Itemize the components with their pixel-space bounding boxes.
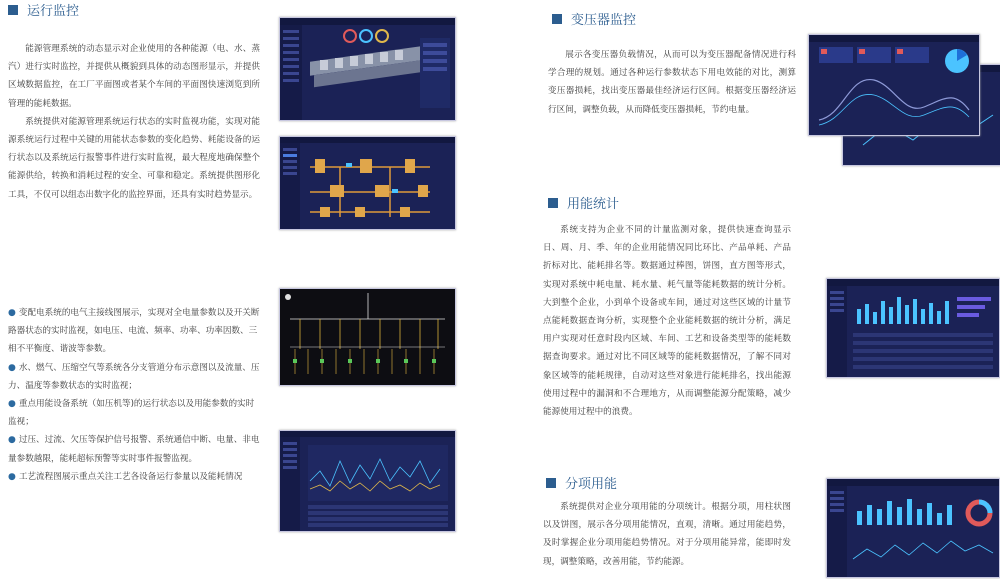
yongneng-paragraph: 系统支持为企业不同的计量监测对象，提供快速查询显示日、周、月、季、年的企业用能情况同比环比、产品单耗、产品折标对比、能耗排名等。数据通过棒图，饼图，直方图等形式，实现对系统中耗电量、耗水量、耗气量等能耗数据的统计分析。大到整个企业，小到单个设备或车间，通过对这些区域的计量节点能耗数据查询分析，实现整个企业能耗数据的统计分析，满足用户实现对任意时段内区域、车间、工艺和设备类型等的能耗数据查询要求。通过对比不同区域等的能耗数据情况，了解不同对象区域等的能耗规律，自动对这些对象进行能耗排名，找出能源使用过程中的漏洞和不合理地方，从而调整能源分配策略，减少能源使用过程中的浪费。 <box>543 225 791 418</box>
bullet-dot-icon: ● <box>8 362 16 373</box>
screenshot-single-line-diagram <box>279 288 456 386</box>
section-title-text: 运行监控 <box>27 4 80 19</box>
bullet-item: ● 水、燃气、压缩空气等系统各分支管道分布示意图以及流量、压力、温度等参数状态的实时监视； <box>8 362 260 391</box>
section-title-text: 分项用能 <box>565 477 618 492</box>
section-title-text: 用能统计 <box>567 197 620 212</box>
title-square-icon <box>552 14 562 24</box>
screenshot-subitem-usage <box>826 478 1000 578</box>
section-title-text: 变压器监控 <box>571 13 637 28</box>
bullet-item: ● 重点用能设备系统（如压机等)的运行状态以及用能参数的实时监视； <box>8 399 255 428</box>
fenxiang-paragraph: 系统提供对企业分项用能的分项统计。根据分项，用柱状图以及饼图，展示各分项用能情况，直观，清晰。通过用能趋势，及时掌握企业分项用能趋势情况。对于分项用能异常，能即时发现，调整策略，改善用能，节约能源。 <box>543 502 791 567</box>
yunxing-paragraph-2: 系统提供对能源管理系统运行状态的实时监视功能，实现对能源系统运行过程中关键的用能状态参数的变化趋势、耗能设备的运行状态以及系统运行报警事件进行实时监视，最大程度地确保整个能源供给，转换和消耗过程的安全、可靠和稳定。系统提供图形化工具，不仅可以组态出数字化的监控界面，还具有实时趋势显示。 <box>8 116 260 200</box>
screenshot-usage-statistics <box>826 278 1000 378</box>
section-title-bianya <box>552 9 636 28</box>
yunxing-text <box>8 40 260 204</box>
bullet-item: ● 过压、过流、欠压等保护信号报警、系统通信中断、电量、非电量参数越限，能耗超标预警等实时事件报警监视。 <box>8 435 260 464</box>
fenxiang-text <box>543 498 791 571</box>
title-square-icon <box>548 198 558 208</box>
feature-bullet-list <box>8 304 260 486</box>
screenshot-overview-3d <box>279 17 456 121</box>
bianya-text <box>548 46 796 119</box>
section-title-yunxing <box>8 0 79 19</box>
yongneng-text <box>543 221 791 421</box>
bullet-dot-icon: ● <box>8 435 16 446</box>
yunxing-paragraph-1: 能源管理系统的动态显示对企业使用的各种能源（电、水、蒸汽）进行实时监控，并提供从概貌到具体的动态图形显示，并提供区域数据监控，在工厂平面图或者某个车间的平面图快速浏览到所管理的能耗数据。 <box>8 44 260 109</box>
title-square-icon <box>8 5 18 15</box>
screenshot-transformer-front <box>808 34 980 136</box>
bullet-item: ● 工艺流程图展示重点关注工艺各设备运行参量以及能耗情况 <box>8 471 243 482</box>
screenshot-trend-chart <box>279 430 456 532</box>
screenshot-flow-diagram <box>279 136 456 230</box>
title-square-icon <box>546 478 556 488</box>
section-title-fenxiang <box>546 473 617 492</box>
bullet-dot-icon: ● <box>8 399 16 410</box>
bullet-dot-icon: ● <box>8 308 16 318</box>
bullet-dot-icon: ● <box>8 471 16 482</box>
bianya-paragraph: 展示各变压器负载情况，从而可以为变压器配备情况进行科学合理的规划。通过各种运行参数状态下用电效能的对比，测算变压器损耗，找出变压器最佳经济运行区间。根据变压器经济运行区间，调整负载，从而降低变压器损耗，节约电量。 <box>548 50 796 115</box>
section-title-yongneng <box>548 193 619 212</box>
bullet-item: ● 变配电系统的电气主接线图展示，实现对全电量参数以及开关断路器状态的实时监视，如电压、电流、频率、功率、功率因数、三相不平衡度、谐波等参数。 <box>8 308 260 355</box>
